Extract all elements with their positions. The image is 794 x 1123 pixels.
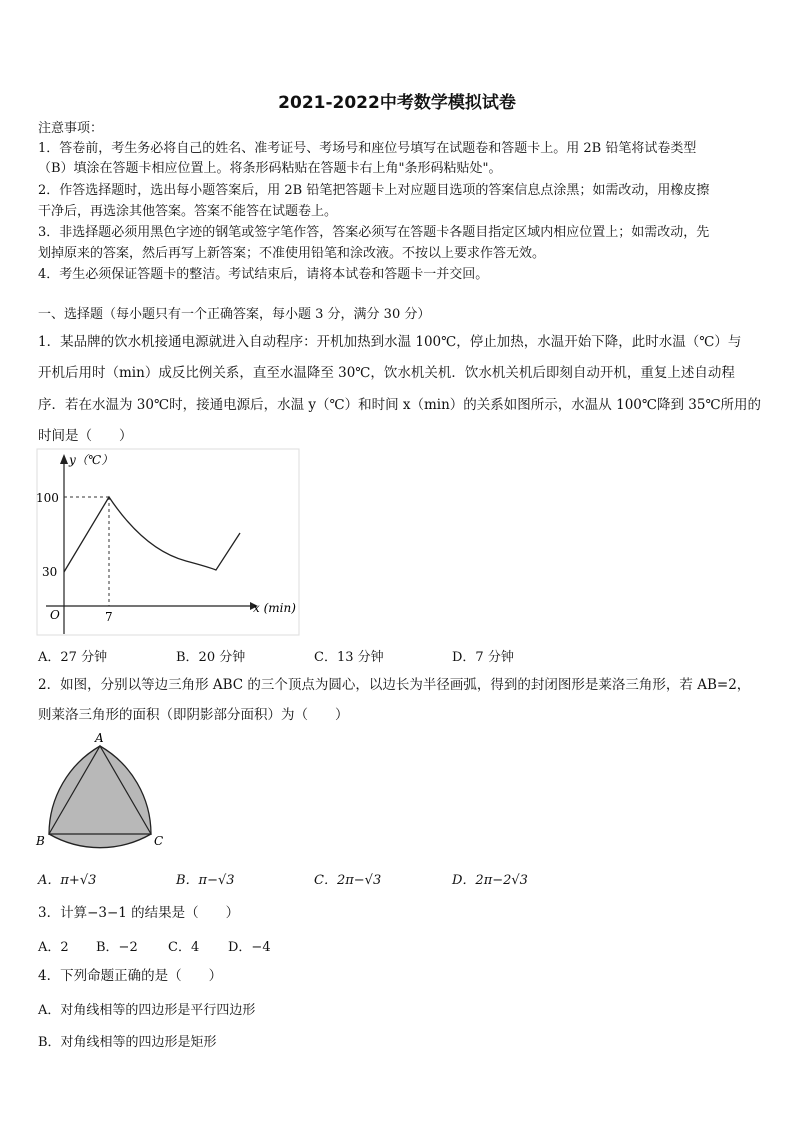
q2-line: 则莱洛三角形的面积（即阴影部分面积）为（ ） [38,707,349,723]
notice-line: （B）填涂在答题卡相应位置上。将条形码粘贴在答题卡右上角"条形码粘贴处"。 [38,161,502,176]
q3-text: 3．计算−3−1 的结果是（ ） [38,905,240,921]
notice-line: 1．答卷前，考生务必将自己的姓名、准考证号、考场号和座位号填写在试题卷和答题卡上。用 2B 铅笔将试卷类型 [38,141,697,156]
notice-line: 干净后，再选涂其他答案。答案不能答在试题卷上。 [38,204,338,219]
q1-option-a[interactable]: A．27 分钟 [38,650,108,665]
section-heading: 一、选择题（每小题只有一个正确答案，每小题 3 分，满分 30 分） [38,307,431,322]
q1-line: 开机后用时（min）成反比例关系，直至水温降至 30℃，饮水机关机．饮水机关机后即刻自动开机，重复上述自动程 [38,365,735,381]
vertex-a-label: A [95,731,104,745]
tick-100: 100 [36,491,59,505]
origin-label: O [50,608,60,622]
x-axis-label: x (min) [253,601,296,615]
q1-option-b[interactable]: B．20 分钟 [176,650,246,665]
q2-option-b[interactable]: B．π−√3 [176,873,235,888]
temperature-curve [64,497,240,572]
q1-line: 时间是（ ） [38,428,133,444]
q3-option-c[interactable]: C．4 [168,940,200,955]
q4-option-b[interactable]: B．对角线相等的四边形是矩形 [38,1035,217,1050]
y-axis-arrow-icon [60,454,68,464]
q4-text: 4．下列命题正确的是（ ） [38,968,223,984]
q3-option-a[interactable]: A．2 [38,940,69,955]
q2-option-d[interactable]: D．2π−2√3 [452,873,528,888]
q2-option-c[interactable]: C．2π−√3 [314,873,382,888]
q1-line: 1．某品牌的饮水机接通电源就进入自动程序：开机加热到水温 100℃，停止加热，水温开始下降，此时水温（℃）与 [38,334,742,350]
reuleaux-triangle-figure [34,728,174,853]
q2-option-a[interactable]: A．π+√3 [38,873,97,888]
q3-option-d[interactable]: D．−4 [228,940,271,955]
notice-heading: 注意事项： [38,121,104,136]
tick-30: 30 [42,565,58,579]
reuleaux-shape [49,746,151,848]
notice-line: 4．考生必须保证答题卡的整洁。考试结束后，请将本试卷和答题卡一并交回。 [38,267,489,282]
vertex-c-label: C [154,834,164,848]
vertex-b-label: B [36,834,45,848]
q1-option-d[interactable]: D．7 分钟 [452,650,514,665]
q1-line: 序．若在水温为 30℃时，接通电源后，水温 y（℃）和时间 x（min）的关系如图所示，水温从 100℃降到 35℃所用的 [38,397,762,413]
q3-option-b[interactable]: B．−2 [96,940,138,955]
q1-temperature-graph [36,448,302,638]
notice-line: 划掉原来的答案，然后再写上新答案；不准使用铅笔和涂改液。不按以上要求作答无效。 [38,246,546,261]
tick-7: 7 [105,610,113,624]
page-title: 2021-2022中考数学模拟试卷 [278,93,516,113]
q4-option-a[interactable]: A．对角线相等的四边形是平行四边形 [38,1003,256,1018]
q2-line: 2．如图，分别以等边三角形 ABC 的三个顶点为圆心，以边长为半径画弧，得到的封闭图形是莱洛三角形，若 AB=2， [38,677,751,693]
q1-option-c[interactable]: C．13 分钟 [314,650,384,665]
notice-line: 3．非选择题必须用黑色字迹的钢笔或签字笔作答，答案必须写在答题卡各题目指定区域内相应位置上；如需改动，先 [38,225,710,240]
notice-line: 2．作答选择题时，选出每小题答案后，用 2B 铅笔把答题卡上对应题目选项的答案信息点涂黑；如需改动，用橡皮擦 [38,183,710,198]
y-axis-label: y（℃） [69,453,114,467]
